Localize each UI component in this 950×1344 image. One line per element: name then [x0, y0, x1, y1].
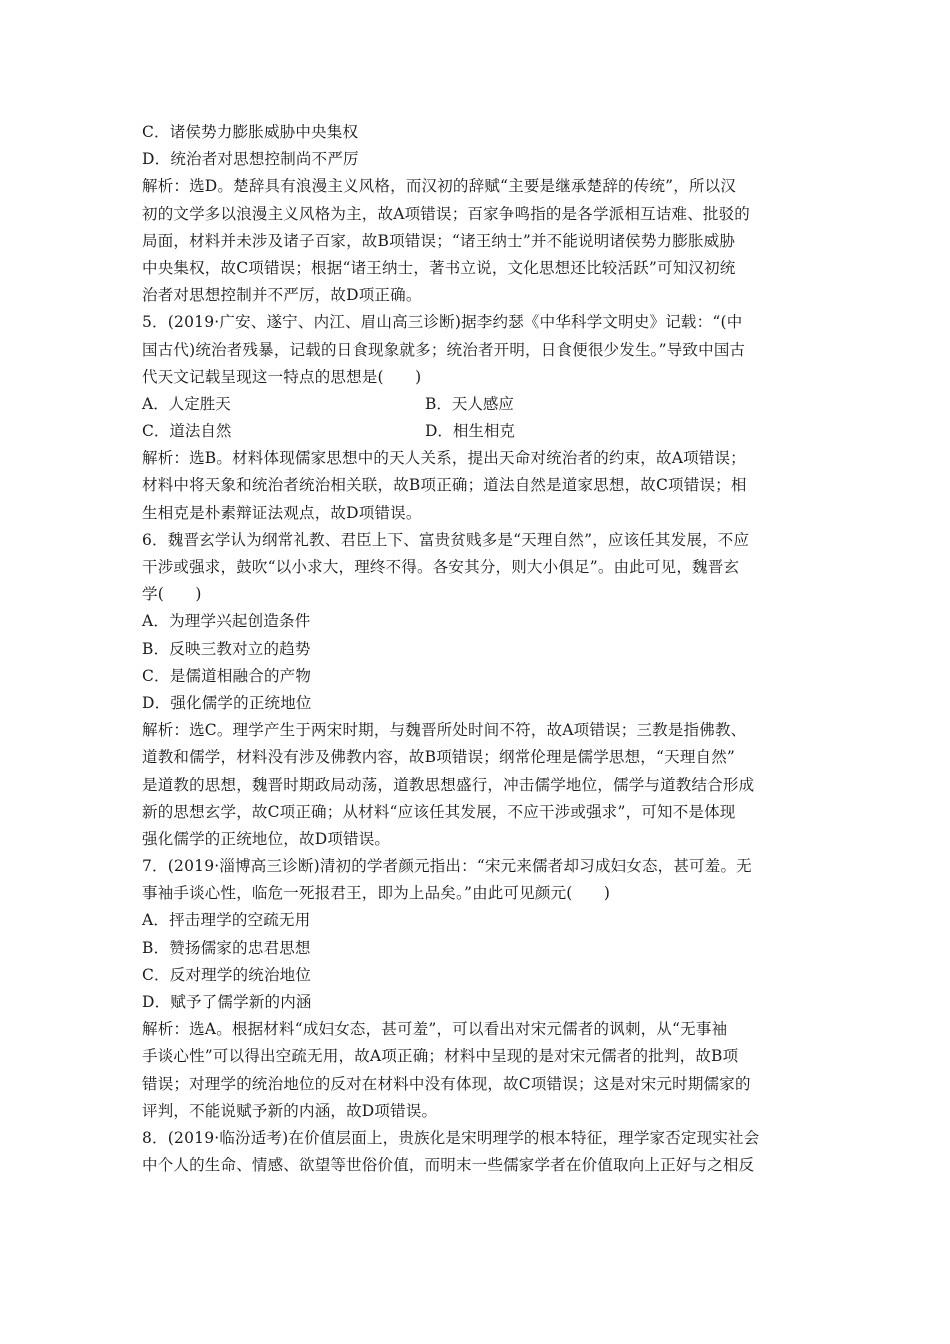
q7-option-b: B．赞扬儒家的忠君思想 [142, 938, 311, 957]
document-page [142, 119, 810, 1179]
q5-options-row [142, 391, 810, 418]
q7-option-c: C．反对理学的统治地位 [142, 965, 312, 984]
q7-analysis-line: 评判，不能说赋予新的内涵，故D项错误。 [142, 1101, 438, 1120]
q7-option-d: D．赋予了儒学新的内涵 [142, 993, 312, 1011]
q4-analysis-line: 中央集权，故C项错误；根据“诸王纳士，著书立说，文化思想还比较活跃”可知汉初统 [142, 258, 736, 277]
q7-option-a: A．抨击理学的空疏无用 [142, 911, 311, 930]
q6-option-d: D．强化儒学的正统地位 [142, 693, 312, 712]
q4-option-c: C．诸侯势力膨胀威胁中央集权 [142, 123, 359, 141]
q6-analysis-line: 新的思想玄学，故C项正确；从材料“应该任其发展，不应干涉或强求”，可知不是体现 [142, 802, 736, 821]
q4-analysis-line: 局面，材料并未涉及诸子百家，故B项错误；“诸王纳士”并不能说明诸侯势力膨胀威胁 [142, 231, 736, 250]
q4-analysis-line: 治者对思想控制并不严厉，故D项正确。 [142, 286, 422, 305]
q6-stem-line: 6．魏晋玄学认为纲常礼教、君臣上下、富贵贫贱多是“天理自然”，应该任其发展，不应 [142, 530, 750, 549]
q6-analysis-line: 是道教的思想，魏晋时期政局动荡，道教思想盛行，冲击儒学地位，儒学与道教结合形成 [142, 775, 755, 794]
q7-stem-line: 7．(2019·淄博高三诊断)清初的学者颜元指出：“宋元来儒者却习成妇女态，甚可羞。无 [142, 857, 752, 876]
q6-analysis-line: 强化儒学的正统地位，故D项错误。 [142, 829, 391, 848]
q5-stem-line: 国古代)统治者残暴，记载的日食现象就多；统治者开明，日食便很少发生。”导致中国古 [142, 340, 746, 359]
q6-analysis-line: 解析：选C。理学产生于两宋时期，与魏晋所处时间不符，故A项错误；三教是指佛教、 [142, 721, 747, 740]
q6-analysis-line: 道教和儒学，材料没有涉及佛教内容，故B项错误；纲常伦理是儒学思想，“天理自然” [142, 748, 736, 767]
q7-stem-line: 事袖手谈心性，临危一死报君王，即为上品矣。”由此可见颜元( ) [142, 884, 611, 903]
q8-stem-line: 8．(2019·临汾适考)在价值层面上，贵族化是宋明理学的根本特征，理学家否定现实社会 [142, 1128, 760, 1147]
q5-analysis-line: 解析：选B。材料体现儒家思想中的天人关系，提出天命对统治者的约束，故A项错误； [142, 449, 746, 468]
q6-stem-line: 学( ) [142, 585, 202, 604]
q6-stem-line: 干涉或强求，鼓吹“以小求大，理终不得。各安其分，则大小俱足”。由此可见，魏晋玄 [142, 558, 740, 576]
q7-analysis-line: 手谈心性”可以得出空疏无用，故A项正确；材料中呈现的是对宋元儒者的批判，故B项 [142, 1047, 739, 1066]
q6-option-c: C．是儒道相融合的产物 [142, 666, 312, 685]
q5-stem-line: 5．(2019·广安、遂宁、内江、眉山高三诊断)据李约瑟《中华科学文明史》记载：“(中 [142, 313, 743, 332]
q4-analysis-line: 解析：选D。楚辞具有浪漫主义风格，而汉初的辞赋“主要是继承楚辞的传统”，所以汉 [142, 177, 737, 196]
q5-option-a: A．人定胜天 [142, 394, 231, 413]
q5-analysis-line: 生相克是朴素辩证法观点，故D项错误。 [142, 503, 422, 522]
q5-option-b: B．天人感应 [425, 394, 514, 413]
q5-option-c: C．道法自然 [142, 422, 232, 441]
q5-stem-line: 代天文记载呈现这一特点的思想是( ) [142, 367, 422, 386]
q5-options-row [142, 418, 810, 445]
q5-analysis-line: 材料中将天象和统治者统治相关联，故B项正确；道法自然是道家思想，故C项错误；相 [142, 476, 747, 495]
q5-option-d: D．相生相克 [425, 422, 515, 441]
q8-stem-line: 中个人的生命、情感、欲望等世俗价值，而明末一些儒家学者在价值取向上正好与之相反 [142, 1156, 755, 1175]
q4-option-d: D．统治者对思想控制尚不严厉 [142, 150, 359, 169]
q4-analysis-line: 初的文学多以浪漫主义风格为主，故A项错误；百家争鸣指的是各学派相互诘难、批驳的 [142, 204, 750, 223]
q6-option-b: B．反映三教对立的趋势 [142, 639, 311, 658]
q7-analysis-line: 解析：选A。根据材料“成妇女态，甚可羞”，可以看出对宋元儒者的讽刺，从“无事袖 [142, 1020, 728, 1039]
q7-analysis-line: 错误；对理学的统治地位的反对在材料中没有体现，故C项错误；这是对宋元时期儒家的 [142, 1074, 751, 1093]
q6-option-a: A．为理学兴起创造条件 [142, 612, 311, 631]
